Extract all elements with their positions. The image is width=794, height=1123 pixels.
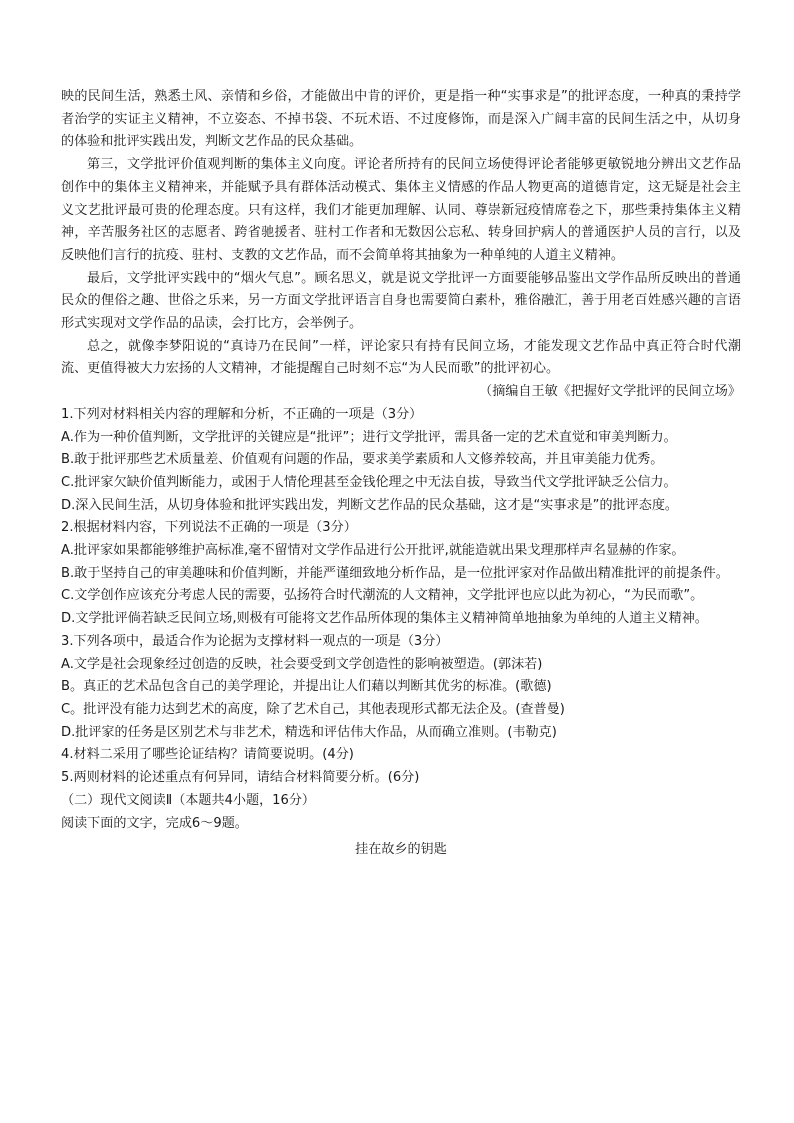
question-2: 2.根据材料内容，下列说法不正确的一项是（3分） — [61, 520, 357, 536]
q2-option-b: B.敢于坚持自己的审美趣味和价值判断，并能严谨细致地分析作品，是一位批评家对作品做出精准批评的前提条件。 — [61, 565, 729, 581]
question-3: 3.下列各项中，最适合作为论据为支撑材料一观点的一项是（3分） — [61, 633, 449, 649]
q3-option-c: C。批评没有能力达到艺术的高度，除了艺术自己，其他表现形式都无法企及。(查普曼) — [61, 701, 565, 717]
paragraph-third-point: 第三，文学批评价值观判断的集体主义向度。评论者所持有的民间立场使得评论者能够更敏锐地分辨出文艺作品创作中的集体主义精神来，并能赋予具有群体活动模式、集体主义情感的作品人物更高的道德肯定，这无疑是社会主义文艺批评最可贵的伦理态度。只有这样，我们才能更加理解、认同、尊崇新冠疫情席卷之下，那些秉持集体主义精神，辛苦服务社区的志愿者、跨省驰援者、驻村工作者和无数因公忘私、转身回护病人的普通医护人员的言行，以及反映他们言行的抗疫、驻村、支教的文艺作品，而不会简单将其抽象为一种单纯的人道主义精神。 — [61, 157, 741, 263]
question-1: 1.下列对材料相关内容的理解和分析，不正确的一项是（3分） — [61, 406, 423, 422]
q1-option-c: C.批评家欠缺价值判断能力，或困于人情伦理甚至金钱伦理之中无法自拔，导致当代文学批评缺乏公信力。 — [61, 474, 677, 490]
question-5: 5.两则材料的论述重点有何异同，请结合材料简要分析。(6分) — [61, 770, 420, 786]
paragraph-last-point: 最后，文学批评实践中的“烟火气息”。顾名思义，就是说文学批评一方面要能够品鉴出文学作品所反映出的普通民众的俚俗之趣、世俗之乐来，另一方面文学批评语言自身也需要简白素朴，雅俗融汇，善于用老百姓感兴趣的言语形式实现对文学作品的品读，会打比方，会举例子。 — [61, 270, 741, 332]
q1-option-a: A.作为一种价值判断，文学批评的关键应是“批评”；进行文学批评，需具备一定的艺术直觉和审美判断力。 — [61, 429, 677, 445]
q3-option-a: A.文学是社会现象经过创造的反映，社会要受到文学创造性的影响被塑造。(郭沫若) — [61, 656, 543, 672]
question-4: 4.材料二采用了哪些论证结构？请简要说明。(4分) — [61, 747, 354, 763]
q3-option-d: D.批评家的任务是区别艺术与非艺术，精选和评估伟大作品，从而确立准则。(韦勒克) — [61, 724, 557, 740]
source-citation: （摘编自王敏《把握好文学批评的民间立场》 — [479, 384, 741, 400]
q1-option-d: D.深入民间生活，从切身体验和批评实践出发，判断文艺作品的民众基础，这才是“实事求是”的批评态度。 — [61, 497, 679, 513]
reading-instruction: 阅读下面的文字，完成6～9题。 — [61, 815, 248, 831]
paragraph-continuation: 映的民间生活，熟悉土风、亲情和乡俗，才能做出中肯的评价，更是指一种“实事求是”的批评态度，一种真的秉持学者治学的实证主义精神，不立姿态、不掉书袋、不玩术语、不过度修饰，而是深入广阔丰富的民间生活之中，从切身的体验和批评实践出发，判断文艺作品的民众基础。 — [61, 89, 741, 150]
exam-page — [61, 86, 741, 862]
section-heading: （二）现代文阅读Ⅱ（本题共4小题，16分） — [61, 792, 316, 808]
q3-option-b: B。真正的艺术品包含自己的美学理论，并提出让人们藉以判断其优劣的标准。(歌德) — [61, 679, 552, 695]
q2-option-a: A.批评家如果都能够维护高标准,毫不留情对文学作品进行公开批评,就能造就出果戈理那样声名显赫的作家。 — [61, 543, 685, 559]
q2-option-c: C.文学创作应该充分考虑人民的需要，弘扬符合时代潮流的人文精神，文学批评也应以此为初心，“为民而歌”。 — [61, 588, 704, 604]
story-title: 挂在故乡的钥匙 — [355, 842, 447, 858]
q1-option-b: B.敢于批评那些艺术质量差、价值观有问题的作品，要求美学素质和人文修养较高，并且审美能力优秀。 — [61, 452, 664, 468]
paragraph-conclusion: 总之，就像李梦阳说的“真诗乃在民间”一样，评论家只有持有民间立场，才能发现文艺作品中真正符合时代潮流、更值得被大力宏扬的人文精神，才能提醒自己时刻不忘“为人民而歌”的批评初心。 — [61, 338, 741, 377]
q2-option-d: D.文学批评倘若缺乏民间立场,则极有可能将文艺作品所体现的集体主义精神简单地抽象为单纯的人道主义精神。 — [61, 611, 708, 627]
